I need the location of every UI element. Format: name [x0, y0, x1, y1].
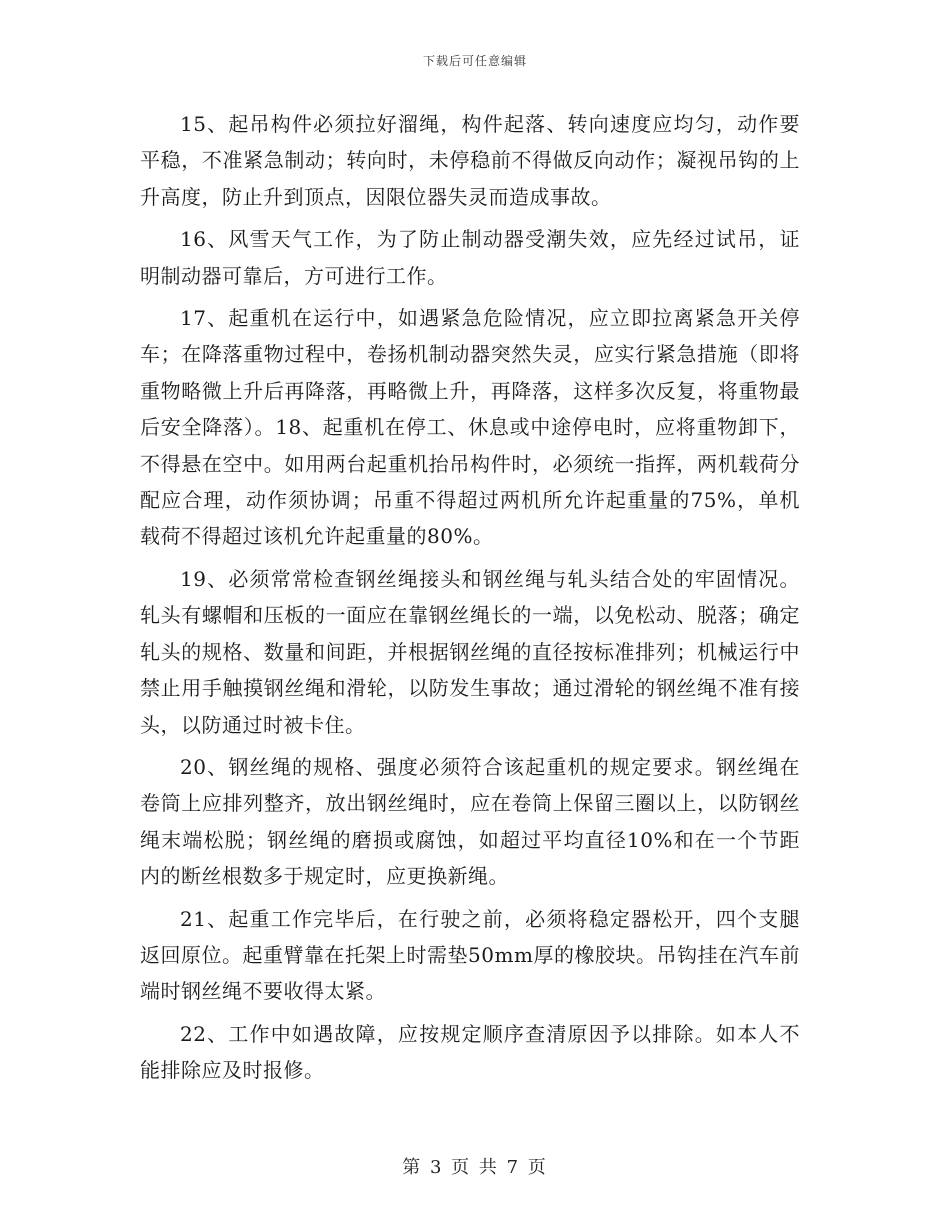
- paragraph-15: 15、起吊构件必须拉好溜绳，构件起落、转向速度应均匀，动作要平稳，不准紧急制动；转向时，未停稳前不得做反向动作；凝视吊钩的上升高度，防止升到顶点，因限位器失灵而造成事故。: [140, 112, 800, 209]
- paragraph-20: 20、钢丝绳的规格、强度必须符合该起重机的规定要求。钢丝绳在卷筒上应排列整齐，放出钢丝绳时，应在卷筒上保留三圈以上，以防钢丝绳末端松脱；钢丝绳的磨损或腐蚀，如超过平均直径10%和在一个节距内的断丝根数多于规定时，应更换新绳。: [140, 754, 800, 889]
- paragraph-22: 22、工作中如遇故障，应按规定顺序查清原因予以排除。如本人不能排除应及时报修。: [140, 1021, 800, 1083]
- page-header: 下载后可任意编辑: [422, 54, 527, 68]
- paragraph-16: 16、风雪天气工作，为了防止制动器受潮失效，应先经过试吊，证明制动器可靠后，方可进行工作。: [140, 227, 800, 288]
- paragraph-21: 21、起重工作完毕后，在行驶之前，必须将稳定器松开，四个支腿返回原位。起重臂靠在托架上时需垫50mm厚的橡胶块。吊钩挂在汽车前端时钢丝绳不要收得太紧。: [140, 906, 800, 1004]
- paragraph-19: 19、必须常常检查钢丝绳接头和钢丝绳与轧头结合处的牢固情况。轧头有螺帽和压板的一面应在靠钢丝绳长的一端，以免松动、脱落；确定轧头的规格、数量和间距，并根据钢丝绳的直径按标准排列；机械运行中禁止用手触摸钢丝绳和滑轮，以防发生事故；通过滑轮的钢丝绳不准有接头，以防通过时被卡住。: [140, 566, 800, 737]
- paragraph-17-18: 17、起重机在运行中，如遇紧急危险情况，应立即拉离紧急开关停车；在降落重物过程中，卷扬机制动器突然失灵，应实行紧急措施（即将重物略微上升后再降落，再略微上升，再降落，这样多次反复，将重物最后安全降落）。18、起重机在停工、休息或中途停电时，应将重物卸下，不得悬在空中。如用两台起重机抬吊构件时，必须统一指挥，两机载荷分配应合理，动作须协调；吊重不得超过两机所允许起重量的75%，单机载荷不得超过该机允许起重量的80%。: [140, 306, 800, 549]
- document-body: [140, 106, 800, 1095]
- page-number-footer: 第 3 页 共 7 页: [402, 1157, 548, 1178]
